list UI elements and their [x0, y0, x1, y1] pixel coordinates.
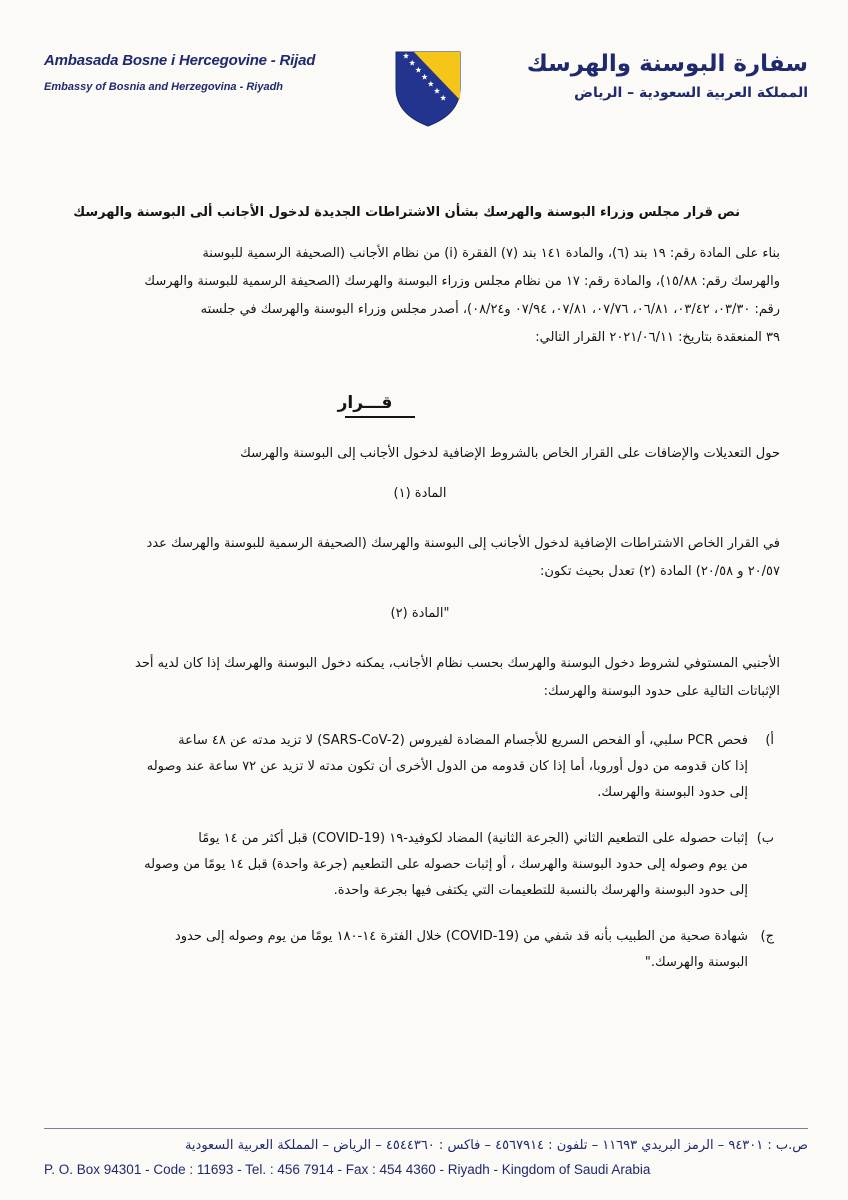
- item-line: إذا كان قدومه من دول أوروبا، أما إذا كان قدومه من الدول الأخرى أن تكون مدته لا تزيد عن ٧٢ ساعة عند وصوله: [146, 759, 748, 774]
- bosnia-coat-of-arms-icon: [392, 48, 464, 128]
- intro-paragraph: [74, 240, 780, 352]
- item-line: إلى حدود البوسنة والهرسك بالنسبة للتطعيمات التي يكتفى فيها بجرعة واحدة.: [333, 883, 748, 898]
- letterhead-arabic: [508, 52, 808, 101]
- intro-line: رقم: ٠٣/٣٠، ٠٣/٤٢، ٠٦/٨١، ٠٧/٧٦، ٠٧/٨١، ٠٧/٩٤ و٠٨/٢٤)، أصدر مجلس وزراء البوسنة والهرسك في جلسته: [200, 302, 780, 317]
- embassy-name-bosnian: Ambasada Bosne i Hercegovine - Rijad: [44, 52, 316, 69]
- item-line: إلى حدود البوسنة والهرسك.: [597, 785, 748, 800]
- item-marker: ج): [760, 929, 774, 944]
- list-item: [74, 826, 774, 904]
- decision-underline: [345, 416, 415, 418]
- document-title: نص قرار مجلس وزراء البوسنة والهرسك بشأن الاشتراطات الجديدة لدخول الأجانب ألى البوسنة والهرسك: [73, 205, 740, 220]
- article1-line: ٢٠/٥٧ و ٢٠/٥٨) المادة (٢) تعدل بحيث تكون:: [540, 564, 780, 579]
- item-marker: أ): [765, 733, 774, 748]
- intro-line: والهرسك رقم: ١٥/٨٨)، والمادة رقم: ١٧ من نظام مجلس وزراء البوسنة والهرسك (الصحيفة الرسمية للبوسنة والهرسك: [144, 274, 780, 289]
- footer-address-arabic: ص.ب : ٩٤٣٠١ – الرمز البريدي ١١٦٩٣ – تلفون : ٤٥٦٧٩١٤ – فاكس : ٤٥٤٤٣٦٠ – الرياض – المملكة العربية السعودية: [184, 1138, 808, 1153]
- article2-paragraph: [74, 650, 780, 706]
- item-line: فحص PCR سلبي، أو الفحص السريع للأجسام المضادة لفيروس (SARS-CoV-2) لا تزيد مدته عن ٤٨ ساعة: [178, 733, 748, 748]
- footer-divider: [44, 1128, 808, 1129]
- article2-line: الأجنبي المستوفي لشروط دخول البوسنة والهرسك بحسب نظام الأجانب، يمكنه دخول البوسنة والهرسك إذا كان لديه أحد: [135, 656, 780, 671]
- list-item: [74, 728, 774, 806]
- article2-line: الإثباتات التالية على حدود البوسنة والهرسك:: [543, 684, 780, 699]
- list-item: [74, 924, 774, 976]
- embassy-name-english: Embassy of Bosnia and Herzegovina - Riyadh: [44, 81, 284, 93]
- item-marker: ب): [756, 831, 774, 846]
- decision-heading: قـــرار: [337, 393, 393, 413]
- article1-paragraph: [74, 530, 780, 586]
- item-line: البوسنة والهرسك.": [644, 955, 748, 970]
- footer-address-english: P. O. Box 94301 - Code : 11693 - Tel. : 456 7914 - Fax : 454 4360 - Riyadh - Kingdom of Saudi Arabia: [44, 1162, 651, 1177]
- embassy-name-arabic: سفارة البوسنة والهرسك: [526, 51, 808, 77]
- intro-line: بناء على المادة رقم: ١٩ بند (٦)، والمادة ١٤١ بند (٧) الفقرة (i) من نظام الأجانب (الصحيفة الرسمية للبوسنة: [202, 246, 780, 261]
- article1-heading: المادة (١): [393, 486, 447, 501]
- item-line: من يوم وصوله إلى حدود البوسنة والهرسك ، أو إثبات حصوله على التطعيم (جرعة واحدة) قبل ١٤ يومًا من وصوله: [144, 857, 748, 872]
- item-line: إثبات حصوله على التطعيم الثاني (الجرعة الثانية) المضاد لكوفيد-١٩ (COVID-19) قبل أكثر من ١٤ يومًا: [198, 831, 748, 846]
- embassy-location-arabic: المملكة العربية السعودية – الرياض: [574, 85, 808, 102]
- article1-line: في القرار الخاص الاشتراطات الإضافية لدخول الأجانب إلى البوسنة والهرسك (الصحيفة الرسمية للبوسنة والهرسك عدد: [146, 536, 780, 551]
- amendment-title-block: [74, 440, 780, 468]
- amendment-title: حول التعديلات والإضافات على القرار الخاص بالشروط الإضافية لدخول الأجانب إلى البوسنة والهرسك: [240, 446, 780, 461]
- letterhead-latin: [44, 52, 334, 93]
- intro-line: ٣٩ المنعقدة بتاريخ: ٢٠٢١/٠٦/١١ القرار التالي:: [535, 330, 780, 345]
- item-line: شهادة صحية من الطبيب بأنه قد شفي من (COVID-19) خلال الفترة ١٤-١٨٠ يومًا من يوم وصوله إلى حدود: [174, 929, 748, 944]
- article2-heading: "المادة (٢): [390, 606, 450, 621]
